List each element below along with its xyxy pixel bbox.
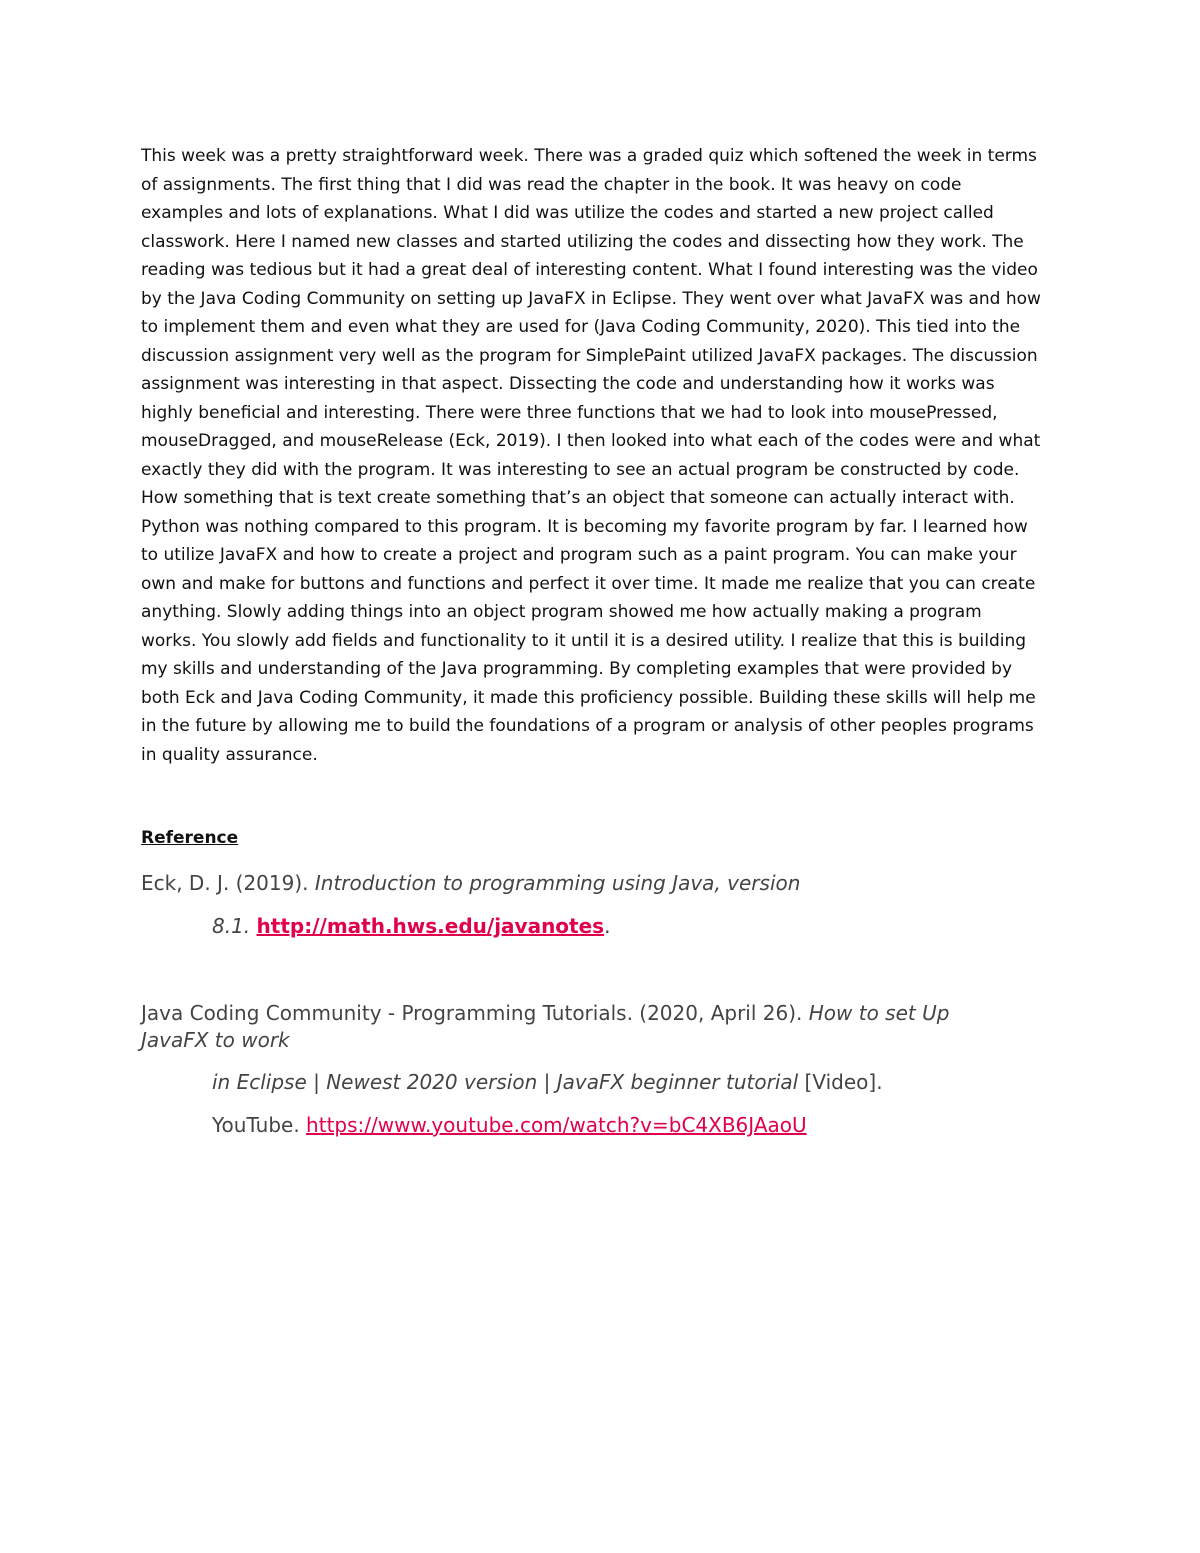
reference-eck-title: Introduction to programming using Java, version [314,871,801,895]
reference-jcc-link[interactable]: https://www.youtube.com/watch?v=bC4XB6JAaoU [306,1113,807,1137]
paragraph-line: exactly they did with the program. It was interesting to see an actual program be constructed by code. [141,459,1020,480]
reference-jcc-line-3 [212,1070,883,1094]
paragraph-line: This week was a pretty straightforward week. There was a graded quiz which softened the week in terms [141,146,1037,166]
paragraph-line: to implement them and even what they are used for (Java Coding Community, 2020). This tied into the [141,317,1021,337]
paragraph-line: anything. Slowly adding things into an object program showed me how actually making a program [141,602,982,622]
reference-jcc-medium: [Video]. [798,1070,883,1094]
paragraph-line: both Eck and Java Coding Community, it made this proficiency possible. Building these skills will help me [141,687,1036,708]
reference-jcc-title-cont: JavaFX to work [141,1028,290,1052]
paragraph-line: examples and lots of explanations. What I did was utilize the codes and started a new project called [141,203,994,223]
reference-eck-line-2 [212,914,610,938]
paragraph-line: in the future by allowing me to build the foundations of a program or analysis of other peoples programs [141,716,1034,736]
paragraph-line: in quality assurance. [141,744,318,765]
reference-eck-line-1 [141,871,800,895]
paragraph-line: discussion assignment very well as the program for SimplePaint utilized JavaFX packages. The discussion [141,345,1038,366]
paragraph-line: own and make for buttons and functions and perfect it over time. It made me realize that you can create [141,573,1036,594]
reference-eck-authors: Eck, D. J. (2019). [141,871,315,895]
paragraph-line: works. You slowly add fields and functionality to it until it is a desired utility. I realize that this is building [141,630,1027,651]
paragraph-line: Python was nothing compared to this program. It is becoming my favorite program by far. I learned how [141,516,1028,537]
paragraph-line: to utilize JavaFX and how to create a project and program such as a paint program. You can make your [141,545,1017,565]
paragraph-line: by the Java Coding Community on setting up JavaFX in Eclipse. They went over what JavaFX was and how [141,288,1041,309]
body-paragraph [141,142,1071,769]
reference-eck-period: . [604,914,611,938]
reference-jcc-line-4 [212,1113,807,1137]
paragraph-line: classwork. Here I named new classes and started utilizing the codes and dissecting how they work. The [141,231,1024,252]
reference-jcc-site: YouTube. [212,1113,307,1137]
reference-jcc-title: How to set Up [808,1001,950,1025]
paragraph-line: highly beneficial and interesting. There were three functions that we had to look into mousePressed, [141,402,998,423]
reference-jcc-title-cont-2: in Eclipse | Newest 2020 version | JavaFX beginner tutorial [212,1070,799,1094]
reference-jcc-authors: Java Coding Community - Programming Tutorials. (2020, April 26). [141,1001,809,1025]
reference-jcc-line-1 [141,1001,949,1025]
paragraph-line: my skills and understanding of the Java programming. By completing examples that were provided by [141,659,1013,679]
paragraph-line: of assignments. The first thing that I did was read the chapter in the book. It was heavy on code [141,174,962,195]
reference-eck-title-cont: 8.1. [212,914,251,938]
reference-eck-link[interactable]: http://math.hws.edu/javanotes [256,914,605,938]
paragraph-line: mouseDragged, and mouseRelease (Eck, 2019). I then looked into what each of the codes were and what [141,431,1041,451]
paragraph-line: assignment was interesting in that aspect. Dissecting the code and understanding how it works was [141,374,995,394]
paragraph-line: reading was tedious but it had a great deal of interesting content. What I found interesting was the video [141,260,1038,280]
reference-jcc-line-2 [141,1028,290,1052]
paragraph-line: How something that is text create something that’s an object that someone can actually interact with. [141,488,1015,508]
reference-heading: Reference [141,828,239,848]
